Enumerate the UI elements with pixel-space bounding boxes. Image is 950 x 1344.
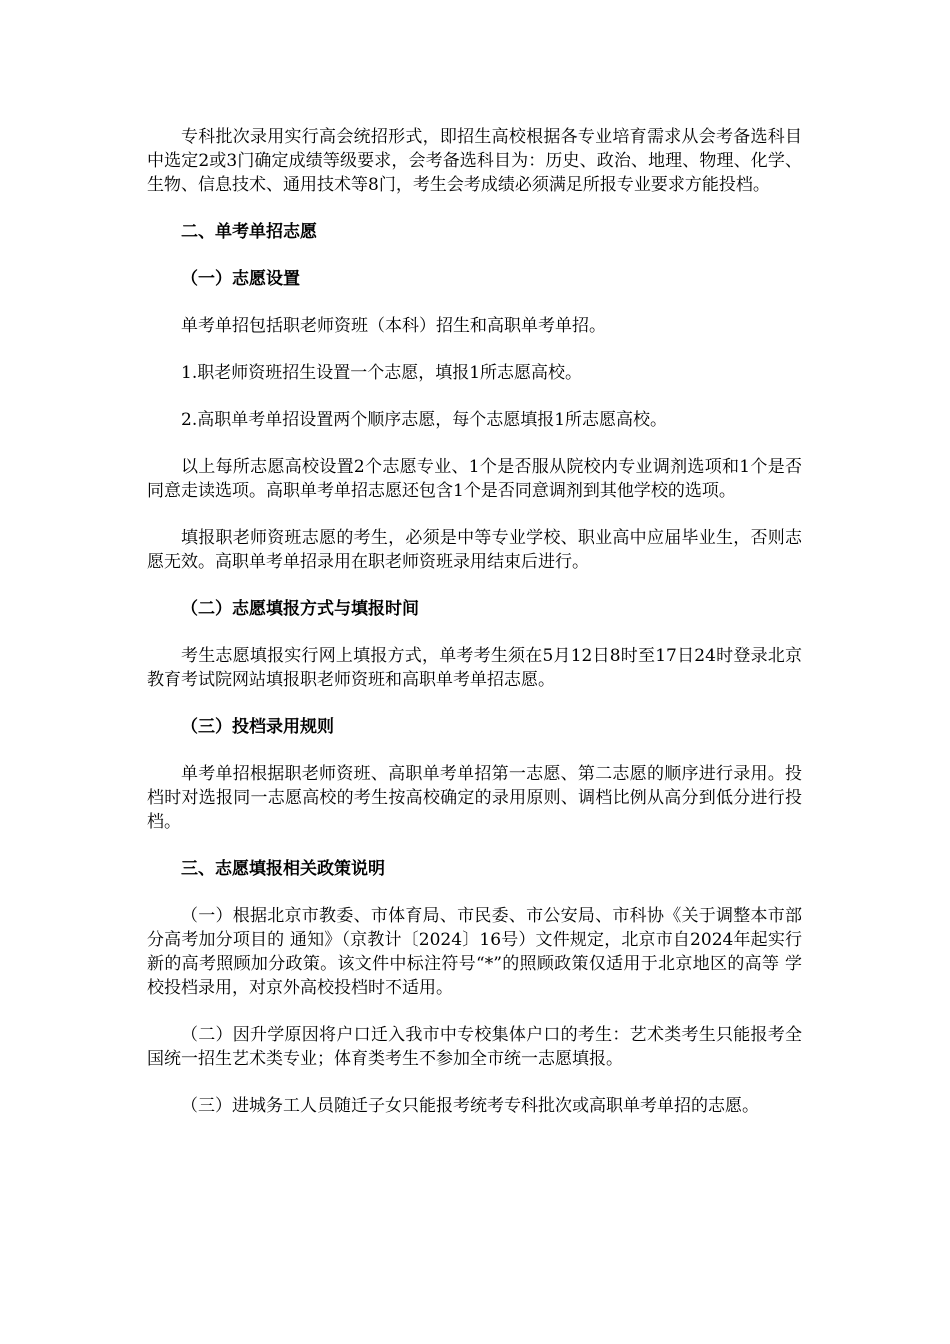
paragraph-policy-3: （三）进城务工人员随迁子女只能报考统考专科批次或高职单考单招的志愿。 [181, 1096, 759, 1116]
subsection-heading-2-3: （三）投档录用规则 [181, 717, 334, 737]
paragraph-single-exam-intro: 单考单招包括职老师资班（本科）招生和高职单考单招。 [181, 316, 606, 336]
section-heading-3: 三、志愿填报相关政策说明 [181, 859, 385, 879]
section-heading-2: 二、单考单招志愿 [181, 222, 317, 242]
paragraph-item-2: 2.高职单考单招设置两个顺序志愿，每个志愿填报1所志愿高校。 [181, 410, 668, 430]
paragraph-item-1: 1.职老师资班招生设置一个志愿，填报1所志愿高校。 [181, 363, 583, 383]
paragraph-policy-1: （一）根据北京市教委、市体育局、市民委、市公安局、市科协《关于调整本市部分高考加分项目的 通知》（京教计〔2024〕16号）文件规定，北京市自2024年起实行新的高考照顾加分政策。该文件中标注符号“*”的照顾政策仅适用于北京地区的高等 学校投档录用，对京外高校投档时不适用。 [147, 906, 802, 998]
subsection-heading-2-1: （一）志愿设置 [181, 269, 300, 289]
subsection-heading-2-2: （二）志愿填报方式与填报时间 [181, 599, 419, 619]
paragraph-admission-rules: 单考单招根据职老师资班、高职单考单招第一志愿、第二志愿的顺序进行录用。投档时对选报同一志愿高校的考生按高校确定的录用原则、调档比例从高分到低分进行投档。 [147, 764, 802, 832]
paragraph-eligibility: 填报职老师资班志愿的考生，必须是中等专业学校、职业高中应届毕业生，否则志愿无效。高职单考单招录用在职老师资班录用结束后进行。 [147, 528, 802, 572]
paragraph-options: 以上每所志愿高校设置2个志愿专业、1个是否服从院校内专业调剂选项和1个是否同意走读选项。高职单考单招志愿还包含1个是否同意调剂到其他学校的选项。 [147, 457, 802, 501]
paragraph-specialist-batch: 专科批次录用实行高会统招形式，即招生高校根据各专业培育需求从会考备选科目中选定2或3门确定成绩等级要求，会考备选科目为：历史、政治、地理、物理、化学、生物、信息技术、通用技术等8门，考生会考成绩必须满足所报专业要求方能投档。 [147, 127, 802, 195]
document-body [147, 125, 802, 1118]
paragraph-policy-2: （二）因升学原因将户口迁入我市中专校集体户口的考生：艺术类考生只能报考全国统一招生艺术类专业；体育类考生不参加全市统一志愿填报。 [147, 1025, 802, 1069]
paragraph-filing-time: 考生志愿填报实行网上填报方式，单考考生须在5月12日8时至17日24时登录北京教育考试院网站填报职老师资班和高职单考单招志愿。 [147, 646, 802, 690]
